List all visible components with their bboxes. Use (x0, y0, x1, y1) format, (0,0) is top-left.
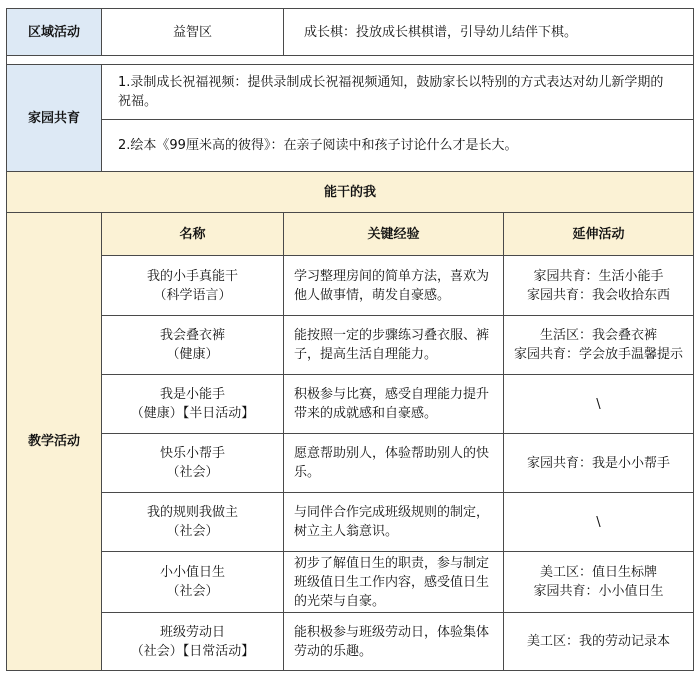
activity-name: 我是小能手 (159, 387, 225, 402)
table-row-name (101, 374, 284, 434)
table-row-name (101, 612, 284, 671)
jiayuan-label: 家园共育 (6, 64, 102, 172)
activity-domain: （健康）【半日活动】 (130, 406, 255, 421)
table-row-name (101, 433, 284, 493)
activity-domain: （社会）【日常活动】 (130, 643, 255, 659)
table-row-extension (503, 315, 694, 375)
table-row-experience (283, 492, 504, 552)
activity-name: 我的规则我做主 (146, 505, 238, 520)
jiayuan-item-1: 1.录制成长祝福视频：提供录制成长祝福视频通知，鼓励家长以特别的方式表达对幼儿新学期的祝福。 (101, 64, 694, 120)
experience-text: 能按照一定的步骤练习叠衣服、裤子，提高生活自理能力。 (294, 328, 490, 362)
experience-text: 能积极参与班级劳动日，体验集体劳动的乐趣。 (294, 624, 490, 659)
jiayuan-item-2: 2.绘本《99厘米高的彼得》：在亲子阅读中和孩子讨论什么才是长大。 (101, 119, 694, 172)
table-row-extension (503, 255, 694, 316)
extension-2: 家园共育：学会放手温馨提示 (513, 347, 683, 362)
header-name: 名称 (101, 212, 284, 256)
header-experience: 关键经验 (283, 212, 504, 256)
table-row-extension (503, 612, 694, 671)
table-row-extension (503, 551, 694, 613)
quyu-content: 成长棋：投放成长棋棋谱，引导幼儿结伴下棋。 (283, 8, 694, 56)
activity-name: 我会叠衣裤 (159, 328, 225, 343)
activity-domain: （健康） (166, 347, 219, 362)
teaching-label: 教学活动 (6, 212, 102, 671)
table-row-name (101, 315, 284, 375)
extension-1: 家园共育：我是小小帮手 (526, 455, 670, 471)
activity-domain: （社会） (166, 524, 219, 539)
experience-text: 学习整理房间的简单方法，喜欢为他人做事情，萌发自豪感。 (294, 268, 490, 303)
activity-name: 我的小手真能干 (146, 268, 238, 284)
table-row-experience (283, 612, 504, 671)
experience-text: 与同伴合作完成班级规则的制定，树立主人翁意识。 (294, 505, 490, 539)
table-row-name (101, 492, 284, 552)
table-row-extension (503, 492, 694, 552)
table-row-experience (283, 374, 504, 434)
extension-1: \ (596, 396, 601, 412)
table-row-extension (503, 374, 694, 434)
extension-1: 生活区：我会叠衣裤 (539, 328, 657, 343)
activity-domain: （社会） (166, 584, 219, 599)
table-row-name (101, 255, 284, 316)
table-row-name (101, 551, 284, 613)
extension-1: 美工区：值日生标牌 (539, 565, 657, 580)
extension-1: 美工区：我的劳动记录本 (526, 634, 670, 649)
activity-name: 快乐小帮手 (159, 446, 225, 461)
experience-text: 愿意帮助别人，体验帮助别人的快乐。 (294, 446, 490, 480)
table-row-experience (283, 551, 504, 613)
table-row-experience (283, 433, 504, 493)
table-row-extension (503, 433, 694, 493)
table-row-experience (283, 255, 504, 316)
extension-1: 家园共育：生活小能手 (533, 268, 664, 284)
theme-title: 能干的我 (6, 171, 694, 213)
activity-domain: （科学语言） (153, 287, 232, 303)
experience-text: 初步了解值日生的职责，参与制定班级值日生工作内容，感受值日生的光荣与自豪。 (294, 555, 490, 609)
extension-2: 家园共育：我会收拾东西 (526, 287, 670, 303)
header-extension: 延伸活动 (503, 212, 694, 256)
quyu-label: 区域活动 (6, 8, 102, 56)
table-row-experience (283, 315, 504, 375)
activity-domain: （社会） (166, 465, 219, 480)
extension-1: \ (596, 514, 601, 530)
activity-name: 小小值日生 (159, 565, 225, 580)
experience-text: 积极参与比赛，感受自理能力提升带来的成就感和自豪感。 (294, 387, 490, 421)
extension-2: 家园共育：小小值日生 (533, 584, 664, 599)
activity-name: 班级劳动日 (159, 624, 225, 640)
quyu-area: 益智区 (101, 8, 284, 56)
